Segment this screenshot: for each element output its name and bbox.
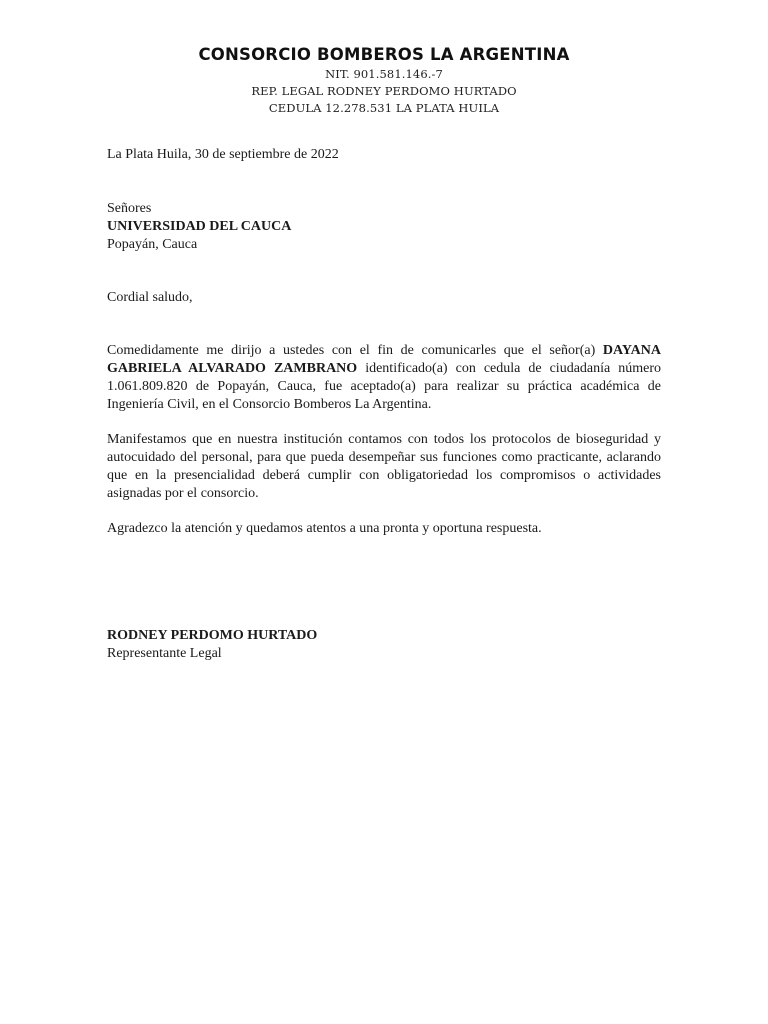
greeting: Cordial saludo,: [107, 290, 193, 305]
legal-representative-line: REP. LEGAL RODNEY PERDOMO HURTADO: [251, 84, 517, 98]
paragraph-acceptance-before: Comedidamente me dirijo a ustedes con el fin de comunicarles que el señor(a): [107, 343, 603, 358]
recipient-salutation-title: Señores: [107, 201, 152, 216]
paragraph-acceptance-after: identificado(a) con cedula de ciudadanía número 1.061.809.820 de Popayán, Cauca, fue aceptado(a) para realizar su práctica académica de Ingeniería Civil, en el Consorcio Bomberos La Argentina.: [107, 361, 661, 412]
paragraph-protocols: [107, 431, 661, 503]
paragraph-protocols-text: Manifestamos que en nuestra institución contamos con todos los protocolos de bioseguridad y autocuidado del personal, para que pueda desempeñar sus funciones como practicante, aclarando que en la presencialidad deberá cumplir con obligatoriedad los compromisos o actividades asignadas por el consorcio.: [107, 432, 661, 501]
date-line: La Plata Huila, 30 de septiembre de 2022: [107, 147, 339, 162]
company-name: CONSORCIO BOMBEROS LA ARGENTINA: [198, 45, 570, 64]
signer-name: RODNEY PERDOMO HURTADO: [107, 628, 318, 643]
recipient-name: UNIVERSIDAD DEL CAUCA: [107, 219, 292, 234]
recipient-block: [107, 200, 661, 254]
greeting-block: [107, 289, 661, 307]
paragraph-acceptance-text: [107, 342, 661, 414]
letter-date: [107, 146, 661, 164]
paragraph-closing: [107, 520, 661, 538]
signer-role: Representante Legal: [107, 646, 222, 661]
recipient-city: Popayán, Cauca: [107, 237, 198, 252]
paragraph-closing-text: Agradezco la atención y quedamos atentos a una pronta y oportuna respuesta.: [107, 521, 542, 536]
letterhead: [0, 44, 768, 117]
company-nit: NIT. 901.581.146.-7: [325, 67, 443, 81]
signature-block: [107, 627, 661, 663]
id-document-line: CEDULA 12.278.531 LA PLATA HUILA: [268, 101, 500, 115]
paragraph-acceptance: [107, 342, 661, 414]
student-name: DAYANA GABRIELA ALVARADO ZAMBRANO: [107, 343, 661, 376]
